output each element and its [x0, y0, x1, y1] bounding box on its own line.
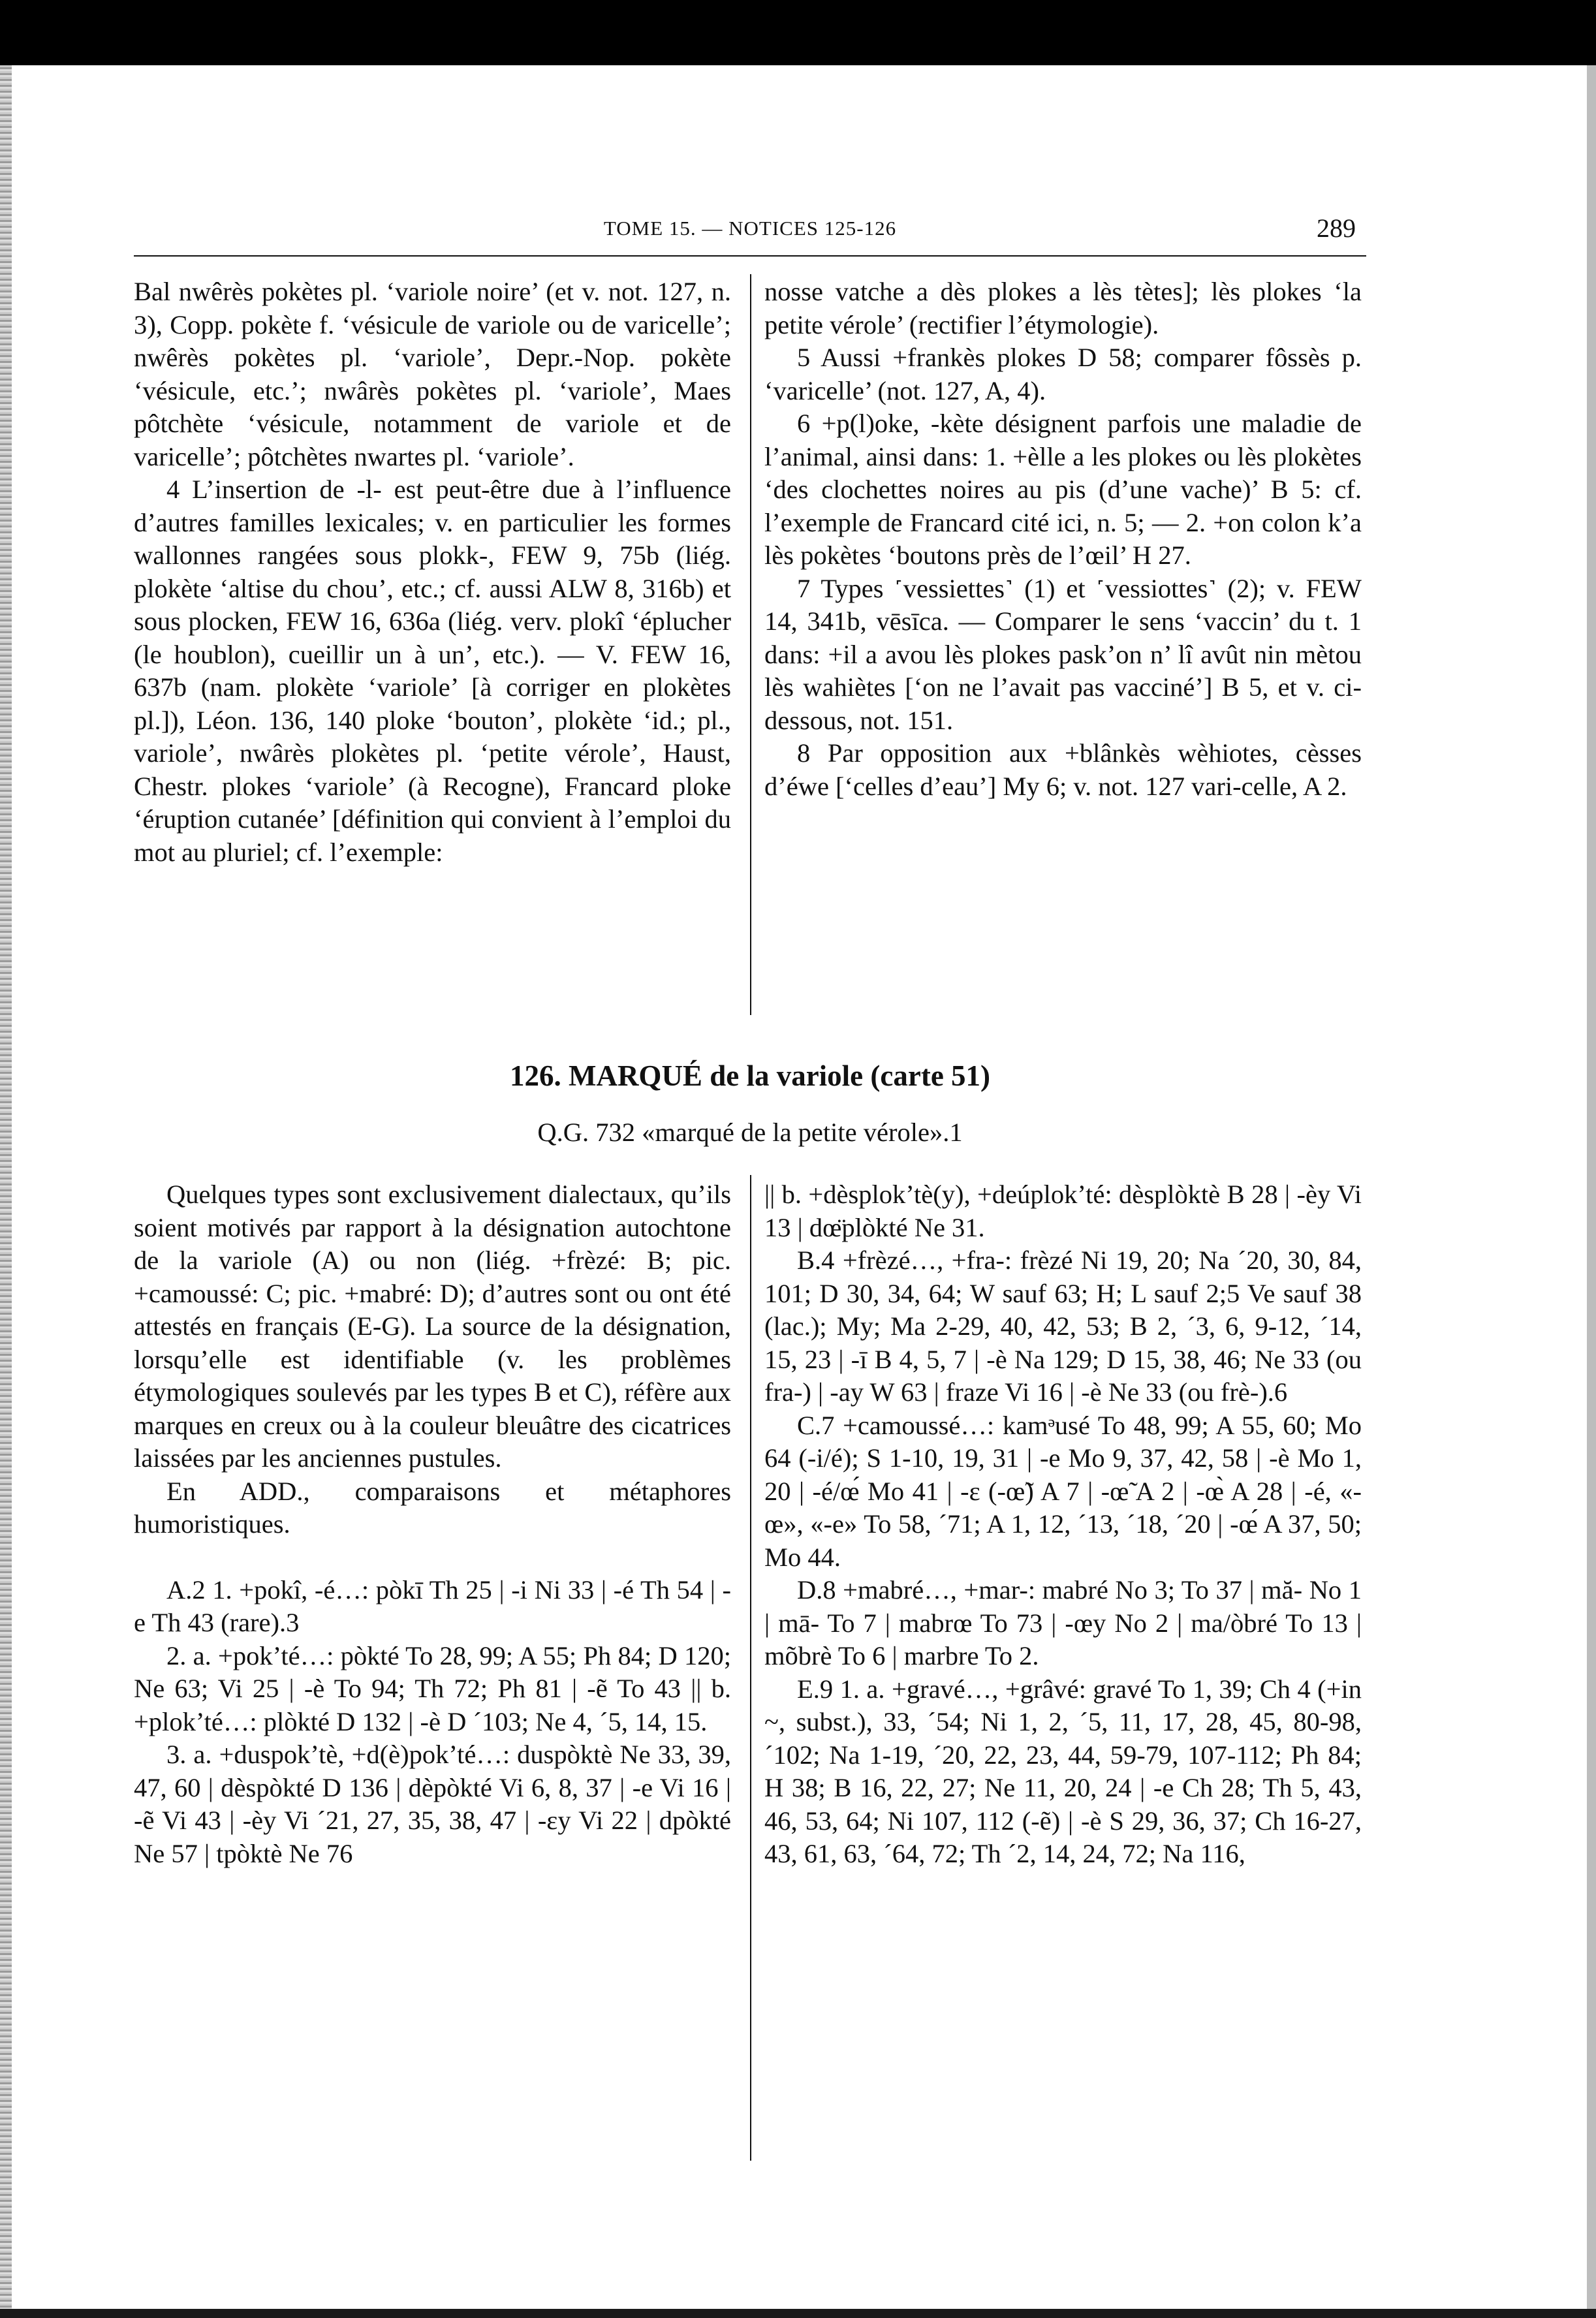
page-header	[134, 213, 1366, 252]
type-a-entry-1: A.2 1. +pokî, -é…: pòkī Th 25 | -i Ni 33 | -é Th 54 | -e Th 43 (rare).3	[134, 1574, 731, 1637]
footnote-4: 4 L’insertion de -l- est peut-être due à l’influence d’autres familles lexicales; v. en particulier les formes wallonnes rangées sous plokk-, FEW 9, 75b (liég. plokète ‘altise du chou’, etc.; cf. aussi ALW 8, 316b) et sous plocken, FEW 16, 636a (liég. verv. plokî ‘éplucher (le houblon), cueillir un à un’, etc.). — V. FEW 16, 637b (nam. plokète ‘variole’ [à corriger en plokètes pl.]), Léon. 136, 140 ploke ‘bouton’, plokète ‘id.; pl., variole’, nwârès plokètes pl. ‘petite vérole’, Haust, Chestr. plokes ‘variole’ (à Recogne), Francard ploke ‘éruption cutanée’ [définition qui convient à l’emploi du mot au pluriel; cf. l’exemple:	[134, 475, 731, 867]
intro-paragraph: Quelques types sont exclusivement dialectaux, qu’ils soient motivés par rapport à la désignation autochtone de la variole (A) ou non (liég. +frèzé: B; pic. +camoussé: C; pic. +mabré: D); d’autres sont ou ont été attestés en français (E-G). La source de la désignation, lorsqu’elle est identifiable (v. les problèmes étymologiques soulevés par les types B et C), réfère aux marques en creux ou à la couleur bleuâtre des cicatrices laissées par les anciennes pustules.	[134, 1180, 731, 1473]
running-head: TOME 15. — NOTICES 125-126	[603, 217, 897, 240]
type-a-entry-2: 2. a. +pok’té…: pòkté To 28, 99; A 55; Ph 84; D 120; Ne 63; Vi 25 | -è To 94; Th 72; Ph 81 | -ẽ To 43 || b. +plok’té…: plòkté D 132 | -è D ´103; Ne 4, ´5, 14, 15.	[134, 1640, 731, 1736]
footnote-continuation: nosse vatche a dès plokes a lès tètes]; lès plokes ‘la petite vérole’ (rectifier l’étymologie).	[764, 277, 1362, 339]
footnote-paragraph: Bal nwêrès pokètes pl. ‘variole noire’ (et v. not. 127, n. 3), Copp. pokète f. ‘vésicule de variole ou de varicelle’; nwêrès pokètes pl. ‘variole’, Depr.-Nop. pokète ‘vésicule, etc.’; nwârès pokètes pl. ‘variole’, Maes pôtchète ‘vésicule, notamment de variole et de varicelle’; pôtchètes nwartes pl. ‘variole’.	[134, 277, 731, 471]
footnote-8: 8 Par opposition aux +blânkès wèhiotes, cèsses d’éwe [‘celles d’eau’] My 6; v. not. 127 vari-celle, A 2.	[764, 738, 1362, 801]
footnotes-right-column	[764, 275, 1362, 803]
column-divider-top	[750, 274, 751, 1015]
footnote-5: 5 Aussi +frankès plokes D 58; comparer fôssès p. ‘varicelle’ (not. 127, A, 4).	[764, 343, 1362, 405]
type-b-entry: B.4 +frèzé…, +fra-: frèzé Ni 19, 20; Na ´20, 30, 84, 101; D 30, 34, 64; W sauf 63; H; L sauf 2;5 Ve sauf 38 (lac.); My; Ma 2-29, 40, 42, 53; B 2, ´3, 6, 9-12, ´14, 15, 23 | -ī B 4, 5, 7 | -è Na 129; D 15, 38, 46; Ne 33 (ou fra-) | -ay W 63 | fraze Vi 16 | -è Ne 33 (ou frè-).6	[764, 1245, 1362, 1407]
column-divider-bottom	[750, 1175, 751, 2161]
type-d-entry: D.8 +mabré…, +mar-: mabré No 3; To 37 | mă- No 1 | mā- To 7 | mabrœ To 73 | -œy No 2 | ma/òbré To 13 | mõbrè To 6 | marbre To 2.	[764, 1575, 1362, 1670]
scan-border-right	[1587, 65, 1596, 2309]
footnotes-left-column	[134, 275, 731, 869]
type-a-entry-3b: || b. +dèsplok’tè(y), +deúplok’té: dèsplòktè B 28 | -èy Vi 13 | dœ̈plòkté Ne 31.	[764, 1180, 1362, 1242]
section-title: 126. MARQUÉ de la variole (carte 51)	[509, 1059, 991, 1092]
header-rule	[134, 255, 1366, 257]
section-subtitle: Q.G. 732 «marqué de la petite vérole».1	[537, 1118, 963, 1147]
scan-border-top	[0, 0, 1596, 65]
scan-border-left	[0, 65, 12, 2309]
notice-right-column	[764, 1178, 1362, 1871]
type-e-entry: E.9 1. a. +gravé…, +grâvé: gravé To 1, 39; Ch 4 (+in ~, subst.), 33, ´54; Ni 1, 2, ´5, 11, 17, 28, 45, 80-98, ´102; Na 1-19, ´20, 22, 23, 44, 59-79, 107-112; Ph 84; H 38; B 16, 22, 27; Ne 11, 20, 24 | -e Ch 28; Th 5, 43, 46, 53, 64; Ni 107, 112 (-ẽ) | -è S 29, 36, 37; Ch 16-27, 43, 61, 63, ´64, 72; Th ´2, 14, 24, 72; Na 116,	[764, 1674, 1362, 1868]
page-number: 289	[1317, 213, 1356, 243]
type-a-entry-3: 3. a. +duspok’tè, +d(è)pok’té…: duspòktè Ne 33, 39, 47, 60 | dèspòkté D 136 | dèpòkté Vi 6, 8, 37 | -e Vi 16 | -ẽ Vi 43 | -èy Vi ´21, 27, 35, 38, 47 | -ɛy Vi 22 | dpòkté Ne 57 | tpòktè Ne 76	[134, 1740, 731, 1868]
add-paragraph: En ADD., comparaisons et métaphores humoristiques.	[134, 1476, 731, 1539]
footnote-7: 7 Types ˹vessiettes˺ (1) et ˹vessiottes˺ (2); v. FEW 14, 341b, vēsīca. — Comparer le sens ‘vaccin’ du t. 1 dans: +il a avou lès plokes pask’on n’ lî avût nin mètou lès wahiètes [‘on ne l’avait pas vacciné’] B 5, et v. ci-dessous, not. 151.	[764, 573, 1362, 735]
scan-border-bottom	[0, 2309, 1596, 2318]
footnote-6: 6 +p(l)oke, -kète désignent parfois une maladie de l’animal, ainsi dans: 1. +èlle a les plokes ou lès plokètes ‘des clochettes noires au pis (d’une vache)’ B 5: cf. l’exemple de Francard cité ici, n. 5; — 2. +on colon k’a lès pokètes ‘boutons près de l’œil’ H 27.	[764, 409, 1362, 570]
notice-left-column	[134, 1178, 731, 1870]
type-c-entry: C.7 +camoussé…: kamᵊusé To 48, 99; A 55, 60; Mo 64 (-i/é); S 1-10, 19, 31 | -e Mo 9, 37, 42, 58 | -è Mo 1, 20 | -é/œ́ Mo 41 | -ɛ (-œ̃) A 7 | -œ̃ A 2 | -œ̀ A 28 | -é, «-œ», «-e» To 58, ´71; A 1, 12, ´13, ´18, ´20 | -œ́ A 37, 50; Mo 44.	[764, 1410, 1362, 1572]
